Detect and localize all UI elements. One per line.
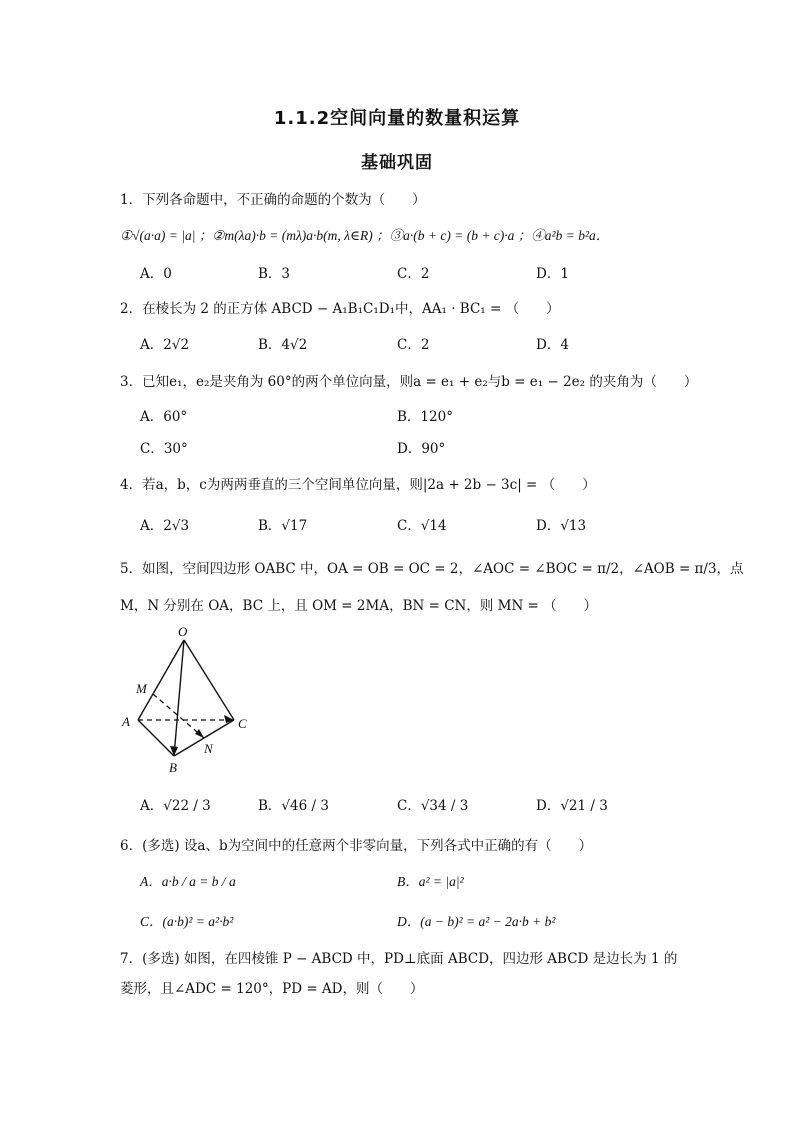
label-n: N (204, 741, 213, 756)
label-b: B (169, 760, 177, 775)
question-4-option-a: A．2√3 (140, 518, 190, 534)
question-4-option-d: D．√13 (536, 518, 587, 534)
question-1-statements: ①√(a·a) = |a| ；②m(λa)·b = (mλ)a·b(m, λ∈R) ；③a·(b + c) = (b + c)·a ；④a²b = b²a． (120, 228, 610, 243)
question-3-option-c: C．30° (140, 441, 188, 457)
question-5-option-a: A．√22 / 3 (140, 798, 211, 814)
question-7-line-1: 7．(多选) 如图，在四棱锥 P − ABCD 中，PD⊥底面 ABCD，四边形 ABCD 是边长为 1 的 (120, 951, 678, 967)
question-2-option-a: A．2√2 (140, 337, 190, 353)
arrow-oc (224, 715, 234, 723)
question-5-line-1: 5．如图，空间四边形 OABC 中，OA = OB = OC = 2，∠AOC = ∠BOC = π/2，∠AOB = π/3，点 (120, 561, 744, 577)
question-2-option-c: C．2 (397, 337, 430, 353)
section-heading: 基础巩固 (361, 153, 433, 173)
label-m: M (136, 681, 147, 696)
question-4-option-c: C．√14 (397, 518, 447, 534)
question-1-option-b: B．3 (258, 266, 291, 282)
question-6-option-c: C．(a·b)² = a²·b² (140, 914, 234, 929)
question-2-option-b: B．4√2 (258, 337, 308, 353)
question-4-stem: 4．若a，b，c为两两垂直的三个空间单位向量，则|2a + 2b − 3c| = （ ） (120, 477, 596, 493)
question-5-option-b: B．√46 / 3 (258, 798, 329, 814)
question-5-option-c: C．√34 / 3 (397, 798, 469, 814)
label-c: C (238, 716, 247, 731)
edge-oa (138, 640, 184, 720)
question-1-option-d: D．1 (536, 266, 569, 282)
label-o: O (178, 624, 188, 639)
question-5-option-d: D．√21 / 3 (536, 798, 608, 814)
arrow-mn (195, 729, 204, 738)
question-3-stem: 3．已知e₁，e₂是夹角为 60°的两个单位向量，则a = e₁ + e₂与b = e₁ − 2e₂ 的夹角为（ ） (120, 374, 698, 390)
question-3-option-d: D．90° (397, 441, 446, 457)
edge-ab (138, 720, 174, 756)
edge-oc (184, 640, 234, 720)
label-a: A (122, 714, 130, 729)
question-6-stem: 6．(多选) 设a、b为空间中的任意两个非零向量，下列各式中正确的有（ ） (120, 838, 593, 854)
question-5-line-2: M，N 分别在 OA，BC 上，且 OM = 2MA，BN = CN，则 MN = （ ） (120, 598, 598, 614)
question-3-option-a: A．60° (140, 409, 188, 425)
tetrahedron-figure (118, 622, 258, 776)
question-1-stem: 1．下列各命题中，不正确的命题的个数为（ ） (120, 192, 426, 208)
question-7-line-2: 菱形，且∠ADC = 120°，PD = AD，则（ ） (120, 981, 424, 997)
question-6-option-b: B．a² = |a|² (397, 874, 464, 889)
question-3-option-b: B．120° (397, 409, 453, 425)
question-2-option-d: D．4 (536, 337, 569, 353)
page-title: 1.1.2空间向量的数量积运算 (273, 108, 521, 129)
question-1-option-c: C．2 (397, 266, 430, 282)
question-1-option-a: A．0 (140, 266, 172, 282)
question-4-option-b: B．√17 (258, 518, 308, 534)
question-2-stem: 2．在棱长为 2 的正方体 ABCD − A₁B₁C₁D₁中，AA₁ · BC₁ = （ ） (120, 301, 560, 317)
question-6-option-a: A．a·b / a = b / a (140, 874, 236, 889)
edge-ob (174, 640, 184, 756)
question-6-option-d: D．(a − b)² = a² − 2a·b + b² (397, 914, 556, 929)
